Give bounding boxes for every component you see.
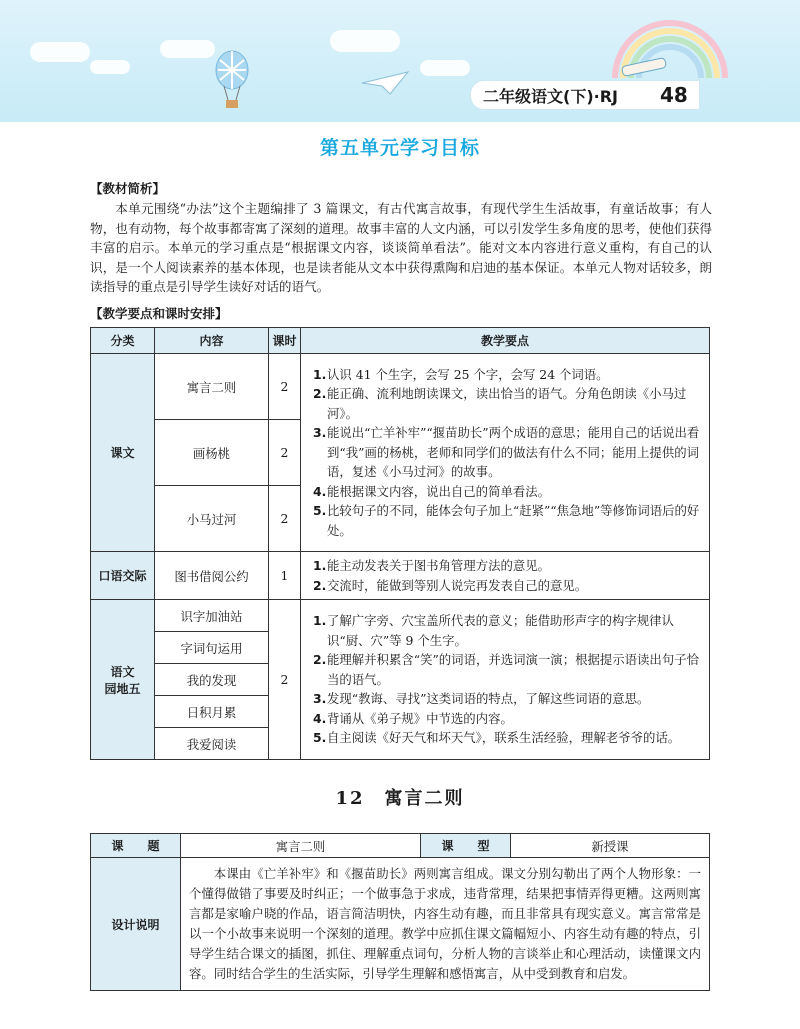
paper-plane-icon bbox=[360, 68, 410, 98]
schedule-table bbox=[90, 327, 710, 760]
list-item: 4. 能根据课文内容，说出自己的简单看法。 bbox=[313, 483, 551, 499]
list-item: 2. 能理解并积累含“笑”的词语，并选词演一演；根据提示语读出句子恰当的语气。 bbox=[313, 652, 699, 687]
teaching-points-cell bbox=[301, 552, 710, 600]
list-item: 3. 能说出“亡羊补牢”“揠苗助长”两个成语的意思；能用自己的话说出看到“我”画的杨桃，老师和同学们的做法有什么不同；能用上提供的词语，复述《小马过河》的故事。 bbox=[313, 425, 700, 480]
cloud-icon bbox=[330, 30, 400, 52]
content-cell: 寓言二则 bbox=[155, 354, 269, 420]
topic-label: 课 题 bbox=[91, 834, 181, 858]
table-row bbox=[91, 858, 710, 991]
list-item: 5. 自主阅读《好天气和坏天气》，联系生活经验，理解老爷爷的话。 bbox=[313, 730, 681, 746]
hours-cell: 2 bbox=[269, 354, 301, 420]
hours-cell: 2 bbox=[269, 486, 301, 552]
design-label: 设计说明 bbox=[91, 858, 181, 991]
hours-cell: 1 bbox=[269, 552, 301, 600]
cloud-icon bbox=[160, 40, 215, 58]
list-item: 1. 能主动发表关于图书角管理方法的意见。 bbox=[313, 558, 551, 573]
analysis-text: 本单元围绕“办法”这个主题编排了 3 篇课文，有古代寓言故事，有现代学生生活故事，有童话故事；有人物，也有动物，每个故事都寄寓了深刻的道理。故事丰富的人文内涵，可以引发学生多角度的思考，使他们获得丰富的启示。本单元的学习重点是“根据课文内容，谈谈简单看法”。能对文本内容进行意义重构，有自己的认识，是一个人阅读素养的基本体现，也是读者能从文本中获得熏陶和启迪的基本保证。本单元人物对话较多，朗读指导的重点是引导学生读好对话的语气。 bbox=[90, 201, 712, 294]
lesson-title: 12 寓言二则 bbox=[335, 788, 465, 809]
list-item: 4. 背诵从《弟子规》中节选的内容。 bbox=[313, 710, 513, 726]
cloud-icon bbox=[420, 60, 470, 76]
content-cell: 字词句运用 bbox=[155, 632, 269, 664]
teaching-points-cell bbox=[301, 600, 710, 760]
content-cell: 识字加油站 bbox=[155, 600, 269, 632]
type-label: 课 型 bbox=[421, 834, 511, 858]
schedule-heading: 【教学要点和课时安排】 bbox=[90, 306, 228, 321]
list-item: 3. 发现“教诲、寻找”这类词语的特点，了解这些词语的意思。 bbox=[313, 691, 650, 707]
lesson-info-table bbox=[90, 833, 710, 991]
content-cell: 小马过河 bbox=[155, 486, 269, 552]
page-number: 48 bbox=[660, 83, 688, 107]
list-item: 5. 比较句子的不同，能体会句子加上“赶紧”“焦急地”等修饰词语后的好处。 bbox=[313, 503, 700, 538]
content-cell: 我的发现 bbox=[155, 664, 269, 696]
analysis-heading: 【教材简析】 bbox=[90, 181, 166, 196]
table-row bbox=[91, 834, 710, 858]
category-cell: 课文 bbox=[91, 354, 155, 552]
unit-title: 第五单元学习目标 bbox=[319, 137, 480, 159]
table-header-row bbox=[91, 328, 710, 354]
list-item: 1. 了解广字旁、穴宝盖所代表的意义；能借助形声字的构字规律认识“厨、穴”等 9 个生字。 bbox=[313, 613, 674, 648]
content-cell: 图书借阅公约 bbox=[155, 552, 269, 600]
table-row bbox=[91, 600, 710, 632]
category-cell: 语文 园地五 bbox=[91, 600, 155, 760]
hours-cell: 2 bbox=[269, 420, 301, 486]
design-text: 本课由《亡羊补牢》和《揠苗助长》两则寓言组成。课文分别勾勒出了两个人物形象：一个懂得做错了事要及时纠正；一个做事急于求成，违背常理，结果把事情弄得更糟。这两则寓言都是家喻户晓的作品，语言简洁明快，内容生动有趣，而且非常具有现实意义。寓言常常是以一个小故事来说明一个深刻的道理。教学中应抓住课文篇幅短小、内容生动有趣的特点，引导学生结合课文的插图，抓住、理解重点词句，分析人物的言谈举止和心理活动，读懂课文内容。同时结合学生的生活实际，引导学生理解和感悟寓言，从中受到教育和启发。 bbox=[181, 858, 710, 991]
column-header: 分类 bbox=[91, 328, 155, 354]
list-item: 2. 能正确、流利地朗读课文，读出恰当的语气。分角色朗读《小马过河》。 bbox=[313, 386, 687, 421]
header-subject: 二年级语文(下)·RJ bbox=[483, 86, 618, 106]
table-row bbox=[91, 354, 710, 420]
column-header: 内容 bbox=[155, 328, 269, 354]
list-item: 1. 认识 41 个生字，会写 25 个字，会写 24 个词语。 bbox=[313, 366, 609, 382]
type-value: 新授课 bbox=[511, 834, 710, 858]
content-cell: 我爱阅读 bbox=[155, 728, 269, 760]
hot-air-balloon-icon bbox=[210, 50, 254, 110]
cloud-icon bbox=[90, 60, 130, 74]
category-cell: 口语交际 bbox=[91, 552, 155, 600]
table-row bbox=[91, 552, 710, 600]
hours-cell: 2 bbox=[269, 600, 301, 760]
topic-value: 寓言二则 bbox=[181, 834, 421, 858]
column-header: 教学要点 bbox=[301, 328, 710, 354]
telescope-icon bbox=[618, 54, 678, 80]
cloud-icon bbox=[30, 42, 90, 62]
content-cell: 画杨桃 bbox=[155, 420, 269, 486]
column-header: 课时 bbox=[269, 328, 301, 354]
teaching-points-cell bbox=[301, 354, 710, 552]
list-item: 2. 交流时，能做到等别人说完再发表自己的意见。 bbox=[313, 577, 588, 593]
content-cell: 日积月累 bbox=[155, 696, 269, 728]
